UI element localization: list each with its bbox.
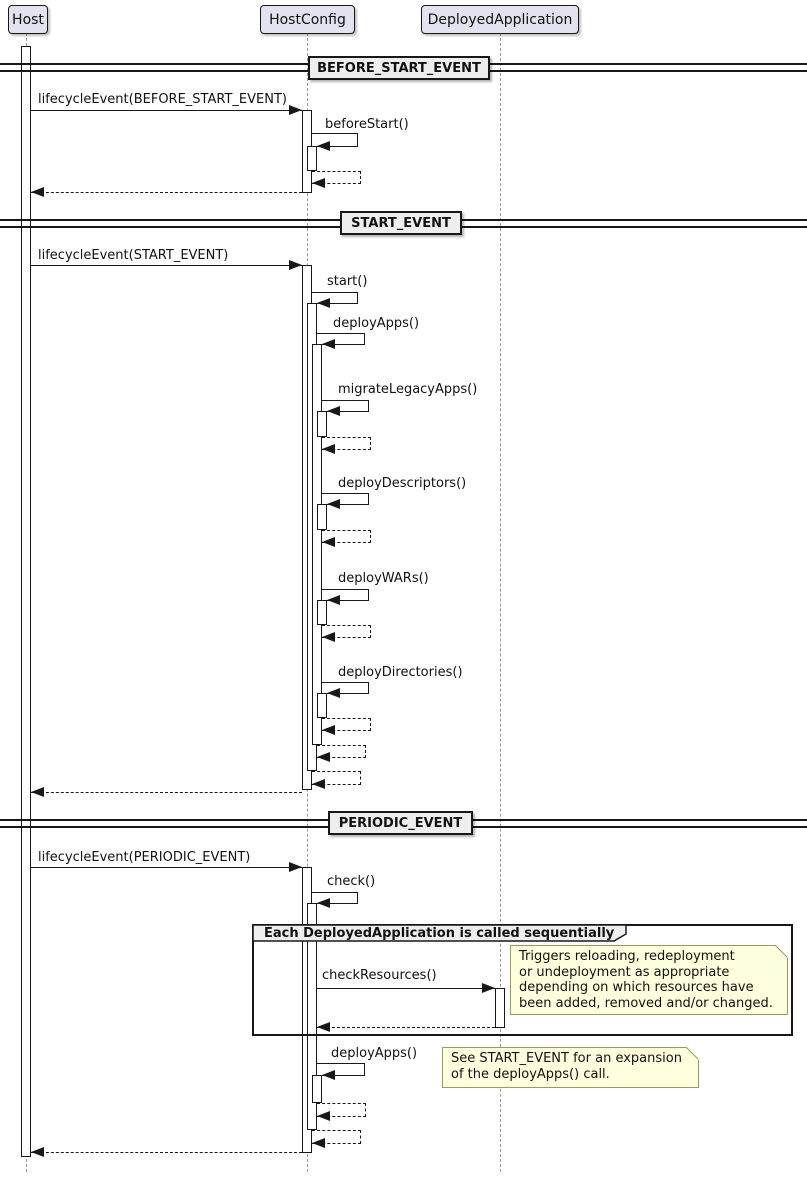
activation-deployapps — [312, 344, 322, 745]
participant-label: Host — [12, 11, 44, 28]
arrowhead — [322, 444, 335, 454]
message-label-deploydescriptors: deployDescriptors() — [338, 476, 467, 491]
message-label-lifecycle-before-start: lifecycleEvent(BEFORE_START_EVENT) — [38, 92, 287, 107]
note-line: See START_EVENT for an expansion — [451, 1051, 682, 1066]
message-label-deploywars: deployWARs() — [338, 571, 429, 586]
message-label-lifecycle-periodic: lifecycleEvent(PERIODIC_EVENT) — [38, 850, 251, 865]
participant-label: DeployedApplication — [427, 11, 573, 28]
message-label-deployapps: deployApps() — [333, 316, 420, 331]
group-label: Each DeployedApplication is called sequentially — [264, 926, 615, 941]
return-line — [31, 1152, 302, 1153]
return-line — [317, 1027, 495, 1028]
message-label-migratelegacyapps: migrateLegacyApps() — [338, 382, 478, 397]
return-line — [31, 792, 302, 793]
arrowhead — [482, 983, 495, 993]
arrowhead — [327, 499, 340, 509]
message-label-start: start() — [327, 274, 368, 289]
message-label-deployapps-periodic: deployApps() — [331, 1046, 418, 1061]
message-line — [317, 988, 495, 989]
activation-host — [21, 46, 31, 1157]
arrowhead — [317, 1022, 330, 1032]
note-fold-icon — [686, 1047, 699, 1060]
message-label-checkresources: checkResources() — [322, 968, 437, 983]
arrowhead — [322, 725, 335, 735]
participant-hostconfig — [260, 5, 355, 34]
participant-host — [8, 5, 48, 34]
divider-before-start-event — [308, 56, 490, 80]
arrowhead — [289, 105, 302, 115]
arrowhead — [31, 1147, 44, 1157]
message-line — [31, 110, 302, 111]
arrowhead — [312, 779, 325, 789]
arrowhead — [31, 787, 44, 797]
divider-label: BEFORE_START_EVENT — [317, 60, 481, 76]
activation-deploywars — [317, 600, 327, 625]
participant-deployedapplication — [421, 5, 579, 34]
note-check-resources — [510, 945, 788, 1015]
arrowhead — [317, 752, 330, 762]
note-line: been added, removed and/or changed. — [519, 995, 773, 1011]
message-label-lifecycle-start: lifecycleEvent(START_EVENT) — [38, 248, 229, 263]
divider-label: START_EVENT — [351, 215, 451, 231]
message-label-deploydirectories: deployDirectories() — [338, 665, 463, 680]
return-line — [31, 192, 302, 193]
activation-beforestart — [307, 146, 317, 171]
arrowhead — [327, 688, 340, 698]
note-line: or undeployment as appropriate — [519, 964, 730, 980]
message-label-check: check() — [327, 874, 376, 889]
arrowhead — [289, 260, 302, 270]
arrowhead — [327, 595, 340, 605]
arrowhead — [322, 1070, 335, 1080]
arrowhead — [317, 298, 330, 308]
message-line — [31, 867, 302, 868]
divider-periodic-event — [328, 811, 473, 835]
arrowhead — [317, 1111, 330, 1121]
note-fold-icon — [775, 945, 788, 958]
note-deploy-apps — [442, 1047, 699, 1088]
arrowhead — [322, 537, 335, 547]
note-line: Triggers reloading, redeployment — [519, 949, 735, 964]
activation-deployapps-periodic — [312, 1075, 322, 1103]
arrowhead — [317, 141, 330, 151]
arrowhead — [322, 339, 335, 349]
participant-label: HostConfig — [269, 11, 346, 28]
arrowhead — [317, 898, 330, 908]
arrowhead — [327, 406, 340, 416]
activation-deploydescriptors — [317, 504, 327, 530]
arrowhead — [31, 187, 44, 197]
note-line: of the deployApps() call. — [451, 1067, 610, 1082]
activation-deploydirectories — [317, 693, 327, 718]
note-line: depending on which resources have — [519, 980, 754, 995]
arrowhead — [322, 632, 335, 642]
activation-migratelegacyapps — [317, 411, 327, 437]
message-line — [31, 265, 302, 266]
divider-start-event — [340, 211, 462, 235]
message-label-beforestart: beforeStart() — [325, 117, 409, 132]
arrowhead — [312, 1138, 325, 1148]
arrowhead — [312, 178, 325, 188]
arrowhead — [289, 862, 302, 872]
divider-label: PERIODIC_EVENT — [338, 815, 463, 831]
